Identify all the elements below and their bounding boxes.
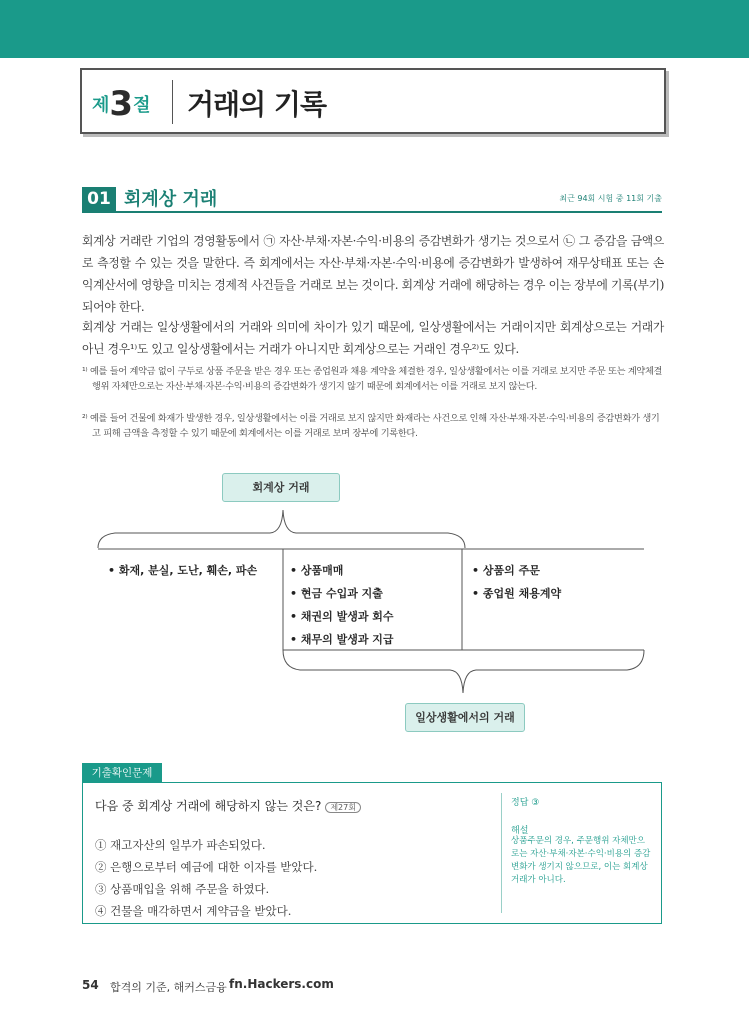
quiz-tab: 기출확인문제 bbox=[82, 763, 162, 783]
quiz-box bbox=[82, 782, 662, 924]
list-item: • 채권의 발생과 회수 bbox=[290, 605, 394, 628]
question-text: 다음 중 회계상 거래에 해당하지 않는 것은? bbox=[95, 799, 322, 813]
list-item: • 화재, 분실, 도난, 훼손, 파손 bbox=[108, 559, 257, 582]
choice-2: ② 은행으로부터 예금에 대한 이자를 받았다. bbox=[95, 860, 318, 874]
answer: 정답 ③ bbox=[511, 798, 540, 808]
bottom-brace bbox=[283, 650, 644, 693]
answer-divider bbox=[501, 793, 502, 913]
list-item: • 현금 수입과 지출 bbox=[290, 582, 394, 605]
section-title: 회계상 거래 bbox=[124, 189, 218, 210]
paragraph-2: 회계상 거래는 일상생활에서의 거래와 의미에 차이가 있기 때문에, 일상생활에서는 거래이지만 회계상으로는 거래가 아닌 경우¹⁾도 있고 일상생활에서는 거래가 아니지만 회계상으로는 거래인 경우²⁾도 있다. bbox=[82, 320, 664, 356]
page-number: 54 bbox=[82, 978, 99, 992]
footnote-1: ¹⁾ 예를 들어 계약금 없이 구두로 상품 주문을 받은 경우 또는 종업원과 채용 계약을 체결한 경우, 일상생활에서는 이를 거래로 보지만 주문 또는 계약체결 행위 자체만으로는 자산·부채·자본·수익·비용의 증감변화가 생기지 않기 때문에 회계에서는 이를 거래로 보지 않는다. bbox=[82, 366, 663, 392]
list-item: • 종업원 채용계약 bbox=[472, 582, 561, 605]
chapter-digit: 3 bbox=[109, 84, 134, 124]
top-brace bbox=[98, 510, 465, 548]
chapter-suffix: 절 bbox=[133, 95, 151, 116]
chapter-prefix: 제 bbox=[92, 95, 110, 116]
list-item: • 상품의 주문 bbox=[472, 559, 561, 582]
footer-slogan: 합격의 기준, 해커스금융 bbox=[110, 981, 227, 994]
daily-only-list bbox=[472, 559, 561, 605]
choice-4: ④ 건물을 매각하면서 계약금을 받았다. bbox=[95, 904, 292, 918]
exam-round-badge: 제27회 bbox=[325, 802, 361, 813]
both-transactions-list bbox=[290, 559, 394, 651]
daily-transaction-label: 일상생활에서의 거래 bbox=[405, 703, 525, 732]
choice-1: ① 재고자산의 일부가 파손되었다. bbox=[95, 838, 266, 852]
accounting-transaction-label: 회계상 거래 bbox=[222, 473, 340, 502]
section-number: 01 bbox=[82, 187, 116, 211]
chapter-title: 거래의 기록 bbox=[187, 88, 326, 121]
footer-url: fn.Hackers.com bbox=[229, 977, 334, 991]
explanation-title: 해설 bbox=[511, 826, 529, 836]
list-item: • 상품매매 bbox=[290, 559, 394, 582]
footnote-2: ²⁾ 예를 들어 건물에 화재가 발생한 경우, 일상생활에서는 이를 거래로 보지 않지만 화재라는 사건으로 인해 자산·부채·자본·수익·비용의 증감변화가 생기고 피해 금액을 측정할 수 있기 때문에 회계에서는 이를 거래로 보며 장부에 기록한다. bbox=[82, 413, 660, 439]
accounting-only-list bbox=[108, 559, 257, 582]
explanation-text: 상품주문의 경우, 주문행위 자체만으로는 자산·부채·자본·수익·비용의 증감변화가 생기지 않으므로, 이는 회계상 거래가 아니다. bbox=[511, 836, 651, 885]
exam-frequency-note: 최근 94회 시험 중 11회 기출 bbox=[559, 194, 662, 203]
quiz-question bbox=[95, 797, 361, 814]
paragraph-1: 회계상 거래란 기업의 경영활동에서 ㉠ 자산·부채·자본·수익·비용의 증감변화가 생기는 것으로서 ㉡ 그 증감을 금액으로 측정할 수 있는 것을 말한다. 즉 회계에서는 자산·부채·자본·수익·비용에 증감변화가 발생하여 재무상태표 또는 손익계산서에 영향을 미치는 경제적 사건들을 거래로 보는 것이다. 회계상 거래에 해당하는 경우 이는 장부에 기록(부기)되어야 한다. bbox=[82, 234, 664, 314]
choice-3: ③ 상품매입을 위해 주문을 하였다. bbox=[95, 882, 270, 896]
list-item: • 채무의 발생과 지급 bbox=[290, 628, 394, 651]
